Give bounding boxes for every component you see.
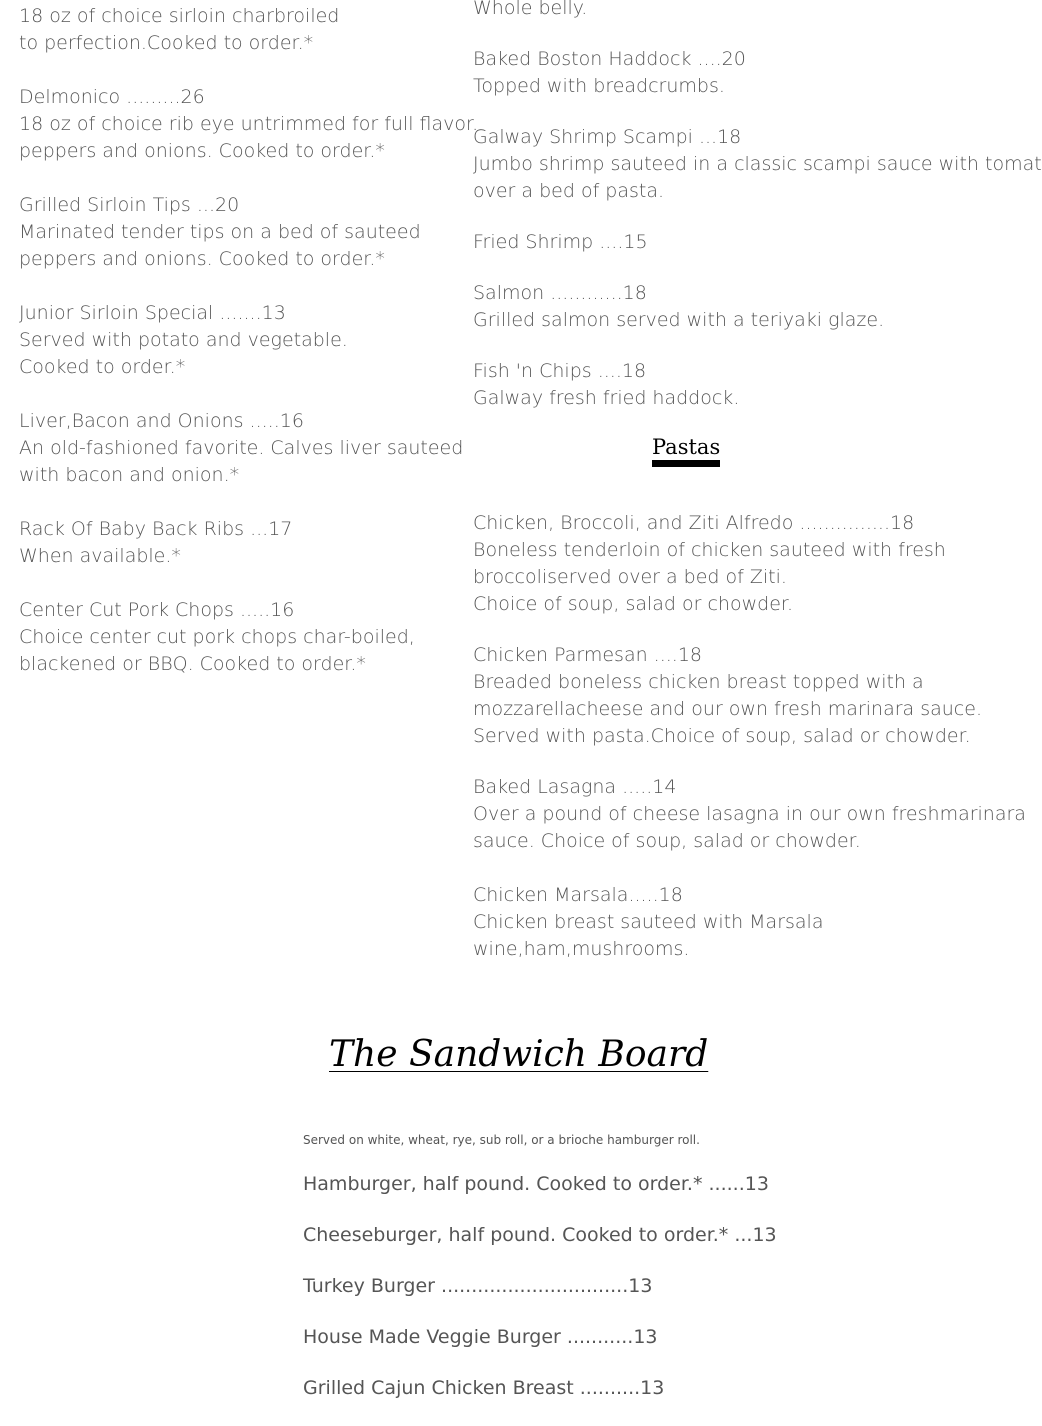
sandwich-item: Cheeseburger, half pound. Cooked to order.* ...13 [303, 1224, 777, 1246]
menu-item [473, 46, 973, 100]
menu-item [473, 358, 973, 412]
item-desc: An old-fashioned favorite. Calves liver sauteed [19, 437, 464, 459]
menu-item [19, 516, 449, 570]
menu-item [19, 597, 449, 678]
item-name-price: Fish 'n Chips ....18 [473, 360, 647, 382]
item-name-price: Chicken, Broccoli, and Ziti Alfredo ...............18 [473, 512, 915, 534]
pastas-section-title: Pastas [652, 434, 720, 467]
item-desc: Whole belly. [473, 0, 588, 19]
menu-item [19, 3, 449, 57]
item-desc: Over a pound of cheese lasagna in our own freshmarinara [473, 803, 1026, 825]
menu-item [473, 229, 973, 256]
menu-item [19, 84, 479, 165]
item-desc: Cooked to order.* [19, 356, 186, 378]
menu-item [473, 0, 973, 22]
menu-item [473, 882, 973, 963]
item-desc: mozzarellacheese and our own fresh marinara sauce. [473, 698, 982, 720]
item-desc: Marinated tender tips on a bed of sauteed [19, 221, 421, 243]
menu-item [473, 510, 973, 618]
item-desc: Breaded boneless chicken breast topped with a [473, 671, 924, 693]
sandwich-board-title: The Sandwich Board [329, 1034, 709, 1075]
item-name-price: Baked Lasagna .....14 [473, 776, 677, 798]
menu-item [473, 774, 1026, 855]
item-desc: Choice center cut pork chops char-boiled, [19, 626, 415, 648]
sandwich-item: Grilled Cajun Chicken Breast ..........13 [303, 1377, 665, 1399]
item-name-price: Chicken Parmesan ....18 [473, 644, 703, 666]
sandwich-list [303, 1171, 777, 1426]
item-desc: peppers and onions. Cooked to order.* [19, 248, 385, 270]
sandwich-bread-note: Served on white, wheat, rye, sub roll, or a brioche hamburger roll. [303, 1133, 700, 1147]
item-name-price: Grilled Sirloin Tips ...20 [19, 194, 240, 216]
item-name-price: Junior Sirloin Special .......13 [19, 302, 286, 324]
item-desc: 18 oz of choice rib eye untrimmed for full flavor. [19, 113, 479, 135]
menu-item [19, 408, 464, 489]
item-desc: Jumbo shrimp sauteed in a classic scampi sauce with tomat [473, 153, 1042, 175]
item-desc: Served with pasta.Choice of soup, salad or chowder. [473, 725, 971, 747]
item-desc: over a bed of pasta. [473, 180, 665, 202]
item-name-price: Fried Shrimp ....15 [473, 231, 648, 253]
sandwich-item: Hamburger, half pound. Cooked to order.* ......13 [303, 1173, 769, 1195]
item-name-price: Baked Boston Haddock ....20 [473, 48, 746, 70]
item-desc: Galway fresh fried haddock. [473, 387, 740, 409]
menu-item [473, 642, 982, 750]
item-desc: peppers and onions. Cooked to order.* [19, 140, 385, 162]
menu-item [19, 300, 449, 381]
menu-item [473, 124, 1042, 205]
item-desc: blackened or BBQ. Cooked to order.* [19, 653, 366, 675]
item-desc: Choice of soup, salad or chowder. [473, 593, 793, 615]
item-desc: 18 oz of choice sirloin charbroiled [19, 5, 340, 27]
item-name-price: Salmon ............18 [473, 282, 647, 304]
item-desc: Topped with breadcrumbs. [473, 75, 725, 97]
item-desc: with bacon and onion.* [19, 464, 240, 486]
item-desc: When available.* [19, 545, 181, 567]
sandwich-item: Turkey Burger ...............................13 [303, 1275, 653, 1297]
item-name-price: Center Cut Pork Chops .....16 [19, 599, 295, 621]
item-desc: to perfection.Cooked to order.* [19, 32, 314, 54]
menu-item [473, 280, 973, 334]
item-desc: wine,ham,mushrooms. [473, 938, 690, 960]
item-name-price: Rack Of Baby Back Ribs ...17 [19, 518, 293, 540]
item-desc: broccoliserved over a bed of Ziti. [473, 566, 787, 588]
sandwich-item: House Made Veggie Burger ...........13 [303, 1326, 658, 1348]
pastas-menu-column [473, 510, 1026, 990]
menu-item [19, 192, 449, 273]
item-desc: sauce. Choice of soup, salad or chowder. [473, 830, 861, 852]
item-desc: Chicken breast sauteed with Marsala [473, 911, 824, 933]
item-desc: Boneless tenderloin of chicken sauteed with fresh [473, 539, 946, 561]
item-desc: Grilled salmon served with a teriyaki glaze. [473, 309, 885, 331]
item-name-price: Galway Shrimp Scampi ...18 [473, 126, 742, 148]
item-name-price: Liver,Bacon and Onions .....16 [19, 410, 304, 432]
item-name-price: Delmonico .........26 [19, 86, 205, 108]
item-desc: Served with potato and vegetable. [19, 329, 348, 351]
item-name-price: Chicken Marsala.....18 [473, 884, 683, 906]
left-menu-column [19, 3, 479, 705]
right-menu-column [473, 0, 1042, 436]
